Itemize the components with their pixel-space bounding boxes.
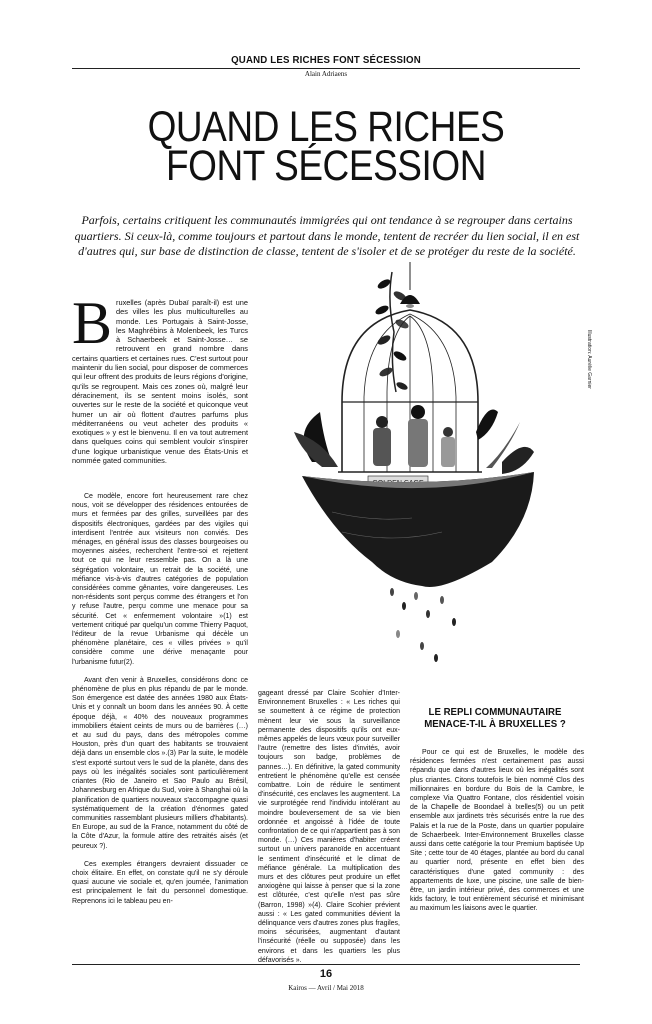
author-byline: Alain Adriaens — [304, 70, 348, 78]
running-head: QUAND LES RICHES FONT SÉCESSION — [231, 54, 421, 66]
illustration-credit: Illustration: Aurélie Garnier — [586, 330, 592, 389]
intro-text: ruxelles (après Dubaï paraît-il) est une des villes les plus multiculturelles au monde. Les Portugais à Saint-Josse, les Maghrébins à Molenbeek, les Turcs à Schaerbeek et Saint-Josse… se retrouvent en grand nombre dans certains quartiers et certaines rues. C'est surtout pour maintenir du lien social, pour disposer de commerces qui leur offrent des produits de leurs régions d'origine, qu'ils se regroupent. Mais ces zones où, malgré leur déracinement, ils se sentent moins isolés, sont ouvertes sur le reste de la société et quiconque veut humer un air où flottent d'autres parfums plus méditerranéens ou veut acheter des produits « exotiques » y est le bienvenu. Il en va tout autrement dans quelques coins qui semblent vouloir s'inspirer d'une logique urbanistique venue des États-Unis et nommée gated communities. — [72, 298, 248, 466]
column-2 — [258, 689, 400, 974]
issue-footer: Kairos — Avril / Mai 2018 — [288, 984, 364, 992]
drop-cap: B — [72, 290, 113, 356]
figures — [373, 405, 455, 467]
article-lede: Parfois, certains critiquent les communautés immigrées qui ont tendance à se regrouper dans certains quartiers. Si ceux-là, comme toujours et partout dans le monde, tentent de recréer du lien social, il en est d'autres qui, sur base de distinction de classe, tentent de s'isoler et de se protéger du reste de la société. — [74, 213, 580, 258]
article-title — [46, 103, 607, 190]
paragraph-3: Avant d'en venir à Bruxelles, considérons donc ce phénomène de plus en plus répandu de par le monde. Son émergence est datée des années 1980 aux États-Unis et y connaît un boom dans les années 90. À cette époque déjà, « 40% des nouveaux programmes immobiliers étaient ceints de murs ou de barrières (…) et au sud du pays, dans des métropoles comme Houston, près d'un quart des habitants se trouvaient déjà dans un ensemble clos ».(3) Par la suite, le modèle s'est exporté surtout vers le sud de la planète, dans des pays où les inégalités sociales sont particulièrement criantes (Rio de Janeiro et Sao Paulo au Brésil, Johannesburg en Afrique du Sud, voire à Shanghai où la planification de quartiers nouveaux s'accompagne quasi systématiquement de la création d'énormes gated communities rassemblant plusieurs milliers d'habitants). En Europe, au sud de la France, notamment du côté de la Côte d'Azur, la formule attire des retraités aisés (et peureux ?). — [72, 676, 248, 850]
column-3-text: Pour ce qui est de Bruxelles, le modèle des résidences fermées n'est certainement pas aussi répandu que dans d'autres lieux où les inégalités sont plus criantes. Citons toutefois le bien nommé Clos des millionnaires en bordure du Bois de la Cambre, le complexe Via Quattro Fontane, clos résidentiel voisin de la Chapelle de Boondael à Ixelles(5) ou un petit ensemble aux jardinets très sécurisés entre la rue des Palais et la rue de la Poste, dans un quartier populaire de Schaerbeek. Inter-Environnement Bruxelles classe aussi dans cette catégorie la tour Premium baptisée Up Site ; cette tour de 40 étages, plantée au bord du canal au quartier nord, présente en effet bien des caractéristiques d'une gated community : des appartements de luxe, une piscine, une salle de bien-être, un jardin intérieur privé, des commerces et une kids factory, le tout entièrement sécurisé et minimisant au maximum les liaisons avec le quartier. — [410, 749, 584, 913]
paragraph-4: Ces exemples étrangers devraient dissuader ce choix élitaire. En effet, on constate qu'il ne s'y déroule quasi aucune vie sociale et, qu'en journée, l'animation est principalement le fait du personnel domestique. Reprenons ici le tableau peu en- — [72, 860, 248, 905]
column-1 — [72, 492, 248, 915]
footer-rule — [72, 964, 580, 965]
title-line-2: FONT SÉCESSION — [165, 142, 487, 190]
sidebar-title-line-1: LE REPLI COMMUNAUTAIRE — [428, 706, 562, 718]
sidebar-title — [413, 706, 577, 730]
column-3 — [410, 748, 584, 923]
page-number: 16 — [319, 968, 333, 980]
golden-cage-illustration — [272, 262, 572, 672]
column-2-text: gageant dressé par Claire Scohier d'Inter-Environnement Bruxelles : « Les riches qui se soumettent à ce régime de protection mènent leur vie sous la surveillance permanente des dispositifs qu'ils ont eux-mêmes appelés de leurs vœux pour surveiller l'autre (remettre des listes d'invités, avoir toujours son badge, problèmes de pannes…). En définitive, la gated community entretient le phénomène qu'elle est censée combattre. Loin de réduire le sentiment d'insécurité, ces enclaves les augmentent. La vie surprotégée rend l'individu intolérant au moindre bouleversement de sa vie bien ordonnée et angoissé à l'idée de toute confrontation de ce qui n'appartient pas à son monde. (…) Ces manières d'habiter créent surtout un univers paranoïde en accentuant le sentiment d'insécurité et le climat de méfiance générale. La multiplication des murs et des clôtures peut produire un effet anxiogène qui laisse à penser que si la zone est clôturée, c'est qu'elle n'est pas sûre (Barron, 1998) »(4). Claire Scohier prévient aussi : « Les gated communities dévient la délinquance vers d'autres zones plus fragiles, moins sécurisées, augmentant d'autant l'insécurité (réelle ou supposée) dans les environs et dans les quartiers les plus défavorisés ». — [258, 690, 400, 964]
paragraph-2: Ce modèle, encore fort heureusement rare chez nous, voit se développer des résidences entourées de murs et fermées par des grilles, surveillées par des dispositifs électroniques, gardées par des vigiles qui interdisent l'entrée aux visiteurs non conviés. Des ménages, en général issus des classes bourgeoises ou moyennes aisées, recherchent l'entre-soi et rejettent tout ce qui ne leur ressemble pas. On a là une ségrégation volontaire, un retrait de la société, une méfiance vis-à-vis d'autres catégories de population considérées comme gênantes, voire dangereuses. Les non-résidents sont perçus comme des étrangers et l'on y refuse l'autre, perçu comme une menace pour sa sécurité. Cet « enfermement volontaire »(1) est vertement critiqué par quelqu'un comme Thierry Paquot, l'éditeur de la revue Urbanisme qui décèle un phénomène planétaire, ces « villes privées » qu'il considère comme une dérive menaçante pour l'urbanisme futur(2). — [72, 493, 248, 666]
header-rule — [72, 68, 580, 69]
sidebar-title-line-2: MENACE-T-IL À BRUXELLES ? — [424, 718, 566, 730]
intro-paragraph — [72, 290, 248, 466]
title-line-1: QUAND LES RICHES — [147, 103, 505, 151]
drips — [390, 588, 456, 662]
hanging-plant — [374, 272, 410, 392]
